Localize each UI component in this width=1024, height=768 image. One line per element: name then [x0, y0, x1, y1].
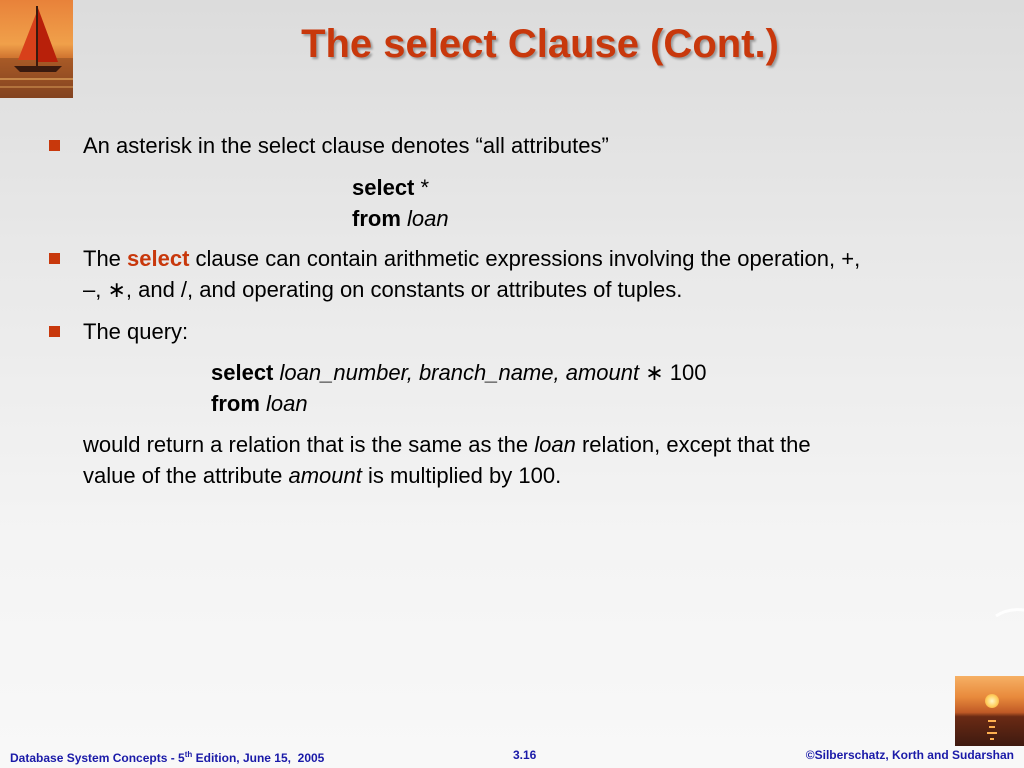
sun-reflection — [990, 738, 994, 740]
code-line — [352, 172, 429, 203]
sun-reflection — [987, 732, 997, 734]
bullet-marker — [49, 253, 60, 264]
text-segment: would return a relation that is the same as the — [83, 432, 535, 457]
text-segment: clause can contain arithmetic expressions involving the operation, +, — [189, 246, 861, 271]
keyword: from — [352, 206, 401, 231]
sun-icon — [985, 694, 999, 708]
bullet-marker — [49, 326, 60, 337]
page-title: The select Clause (Cont.) — [301, 22, 779, 66]
text-segment: value of the attribute — [83, 463, 289, 488]
footer-text: Database System Concepts - 5 — [10, 751, 185, 765]
keyword-highlight: select — [127, 246, 190, 271]
code-line — [211, 357, 706, 388]
decorative-swoosh-icon — [994, 606, 1024, 620]
footer-page-number: 3.16 — [513, 748, 537, 762]
footer-left — [10, 746, 324, 768]
code-text: loan_number, branch_name, amount — [279, 360, 640, 385]
footer-text: Edition, June 15, 2005 — [192, 751, 325, 765]
code-text: * — [414, 175, 430, 200]
code-line — [352, 203, 449, 234]
code-line — [211, 388, 308, 419]
sunset-image-icon — [955, 676, 1024, 746]
follow-text-line-1 — [83, 429, 811, 460]
keyword: select — [352, 175, 415, 200]
text-segment: relation, except that the — [575, 432, 811, 457]
text-segment: amount — [288, 463, 362, 488]
footer-superscript: th — [184, 750, 193, 759]
footer-copyright: ©Silberschatz, Korth and Sudarshan — [805, 748, 1014, 762]
bullet-3-text: The query: — [83, 319, 189, 344]
code-text: loan — [266, 391, 308, 416]
code-text: ∗ 100 — [639, 360, 707, 385]
keyword: select — [211, 360, 274, 385]
bullet-1-text: An asterisk in the select clause denotes “all attributes” — [83, 133, 609, 158]
follow-text-line-2 — [83, 460, 561, 491]
bullet-marker — [49, 140, 60, 151]
text-segment: The — [83, 246, 128, 271]
bullet-2-line-2: –, ∗, and /, and operating on constants or attributes of tuples. — [83, 277, 683, 302]
bullet-2-line-1 — [83, 243, 860, 274]
text-segment: loan — [534, 432, 576, 457]
sun-reflection — [988, 720, 996, 722]
code-text: loan — [407, 206, 449, 231]
keyword: from — [211, 391, 260, 416]
text-segment: is multiplied by 100. — [361, 463, 562, 488]
sun-reflection — [989, 726, 995, 728]
